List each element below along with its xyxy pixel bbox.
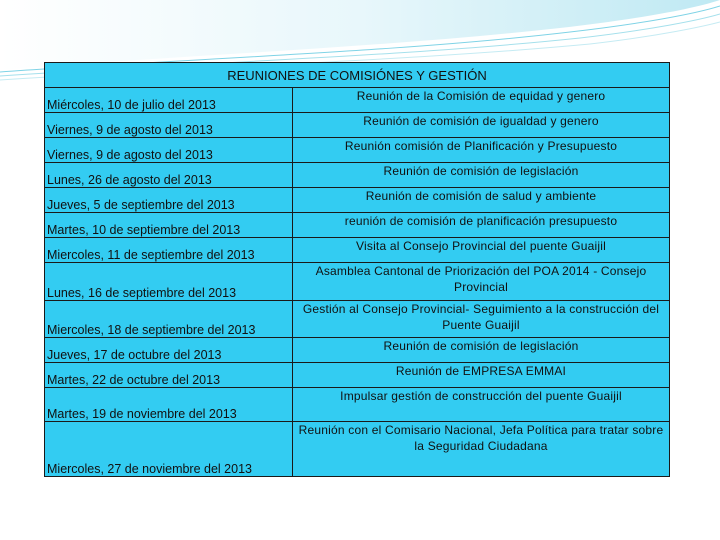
meeting-date: Viernes, 9 de agosto del 2013 (45, 113, 293, 138)
meeting-topic: Reunión de la Comisión de equidad y genero (293, 88, 670, 113)
table-row (45, 188, 670, 213)
meeting-date: Martes, 10 de septiembre del 2013 (45, 213, 293, 238)
meeting-topic: Impulsar gestión de construcción del puente Guaijil (293, 387, 670, 421)
meeting-topic: Reunión de comisión de legislación (293, 337, 670, 362)
table-row (45, 138, 670, 163)
meeting-date: Jueves, 17 de octubre del 2013 (45, 337, 293, 362)
meeting-date: Lunes, 16 de septiembre del 2013 (45, 263, 293, 300)
table-row (45, 113, 670, 138)
meeting-topic: Reunión con el Comisario Nacional, Jefa Política para tratar sobre la Seguridad Ciudadana (293, 421, 670, 476)
meeting-date: Martes, 22 de octubre del 2013 (45, 362, 293, 387)
table-title: REUNIONES DE COMISIÓNES Y GESTIÓN (45, 63, 670, 88)
table-row (45, 163, 670, 188)
meeting-date: Viernes, 9 de agosto del 2013 (45, 138, 293, 163)
meeting-date: Lunes, 26 de agosto del 2013 (45, 163, 293, 188)
meeting-topic: Reunión de comisión de igualdad y genero (293, 113, 670, 138)
meeting-topic: Visita al Consejo Provincial del puente Guaijil (293, 238, 670, 263)
table-row (45, 238, 670, 263)
table-row (45, 213, 670, 238)
meeting-topic: Reunión de EMPRESA EMMAI (293, 362, 670, 387)
meeting-date: Martes, 19 de noviembre del 2013 (45, 387, 293, 421)
meeting-topic: reunión de comisión de planificación presupuesto (293, 213, 670, 238)
table-row (45, 300, 670, 337)
table-row (45, 337, 670, 362)
meeting-date: Miércoles, 10 de julio del 2013 (45, 88, 293, 113)
meeting-topic: Reunión de comisión de legislación (293, 163, 670, 188)
meeting-topic: Asamblea Cantonal de Priorización del POA 2014 - Consejo Provincial (293, 263, 670, 300)
table-row (45, 88, 670, 113)
meeting-date: Miercoles, 11 de septiembre del 2013 (45, 238, 293, 263)
meeting-date: Jueves, 5 de septiembre del 2013 (45, 188, 293, 213)
meeting-date: Miercoles, 18 de septiembre del 2013 (45, 300, 293, 337)
meetings-table (44, 62, 670, 477)
table-header-row (45, 63, 670, 88)
meeting-date: Miercoles, 27 de noviembre del 2013 (45, 421, 293, 476)
meeting-topic: Reunión de comisión de salud y ambiente (293, 188, 670, 213)
table-row (45, 263, 670, 300)
table-row (45, 362, 670, 387)
meeting-topic: Reunión comisión de Planificación y Presupuesto (293, 138, 670, 163)
table-row (45, 421, 670, 476)
table-row (45, 387, 670, 421)
meeting-topic: Gestión al Consejo Provincial- Seguimiento a la construcción del Puente Guaijil (293, 300, 670, 337)
